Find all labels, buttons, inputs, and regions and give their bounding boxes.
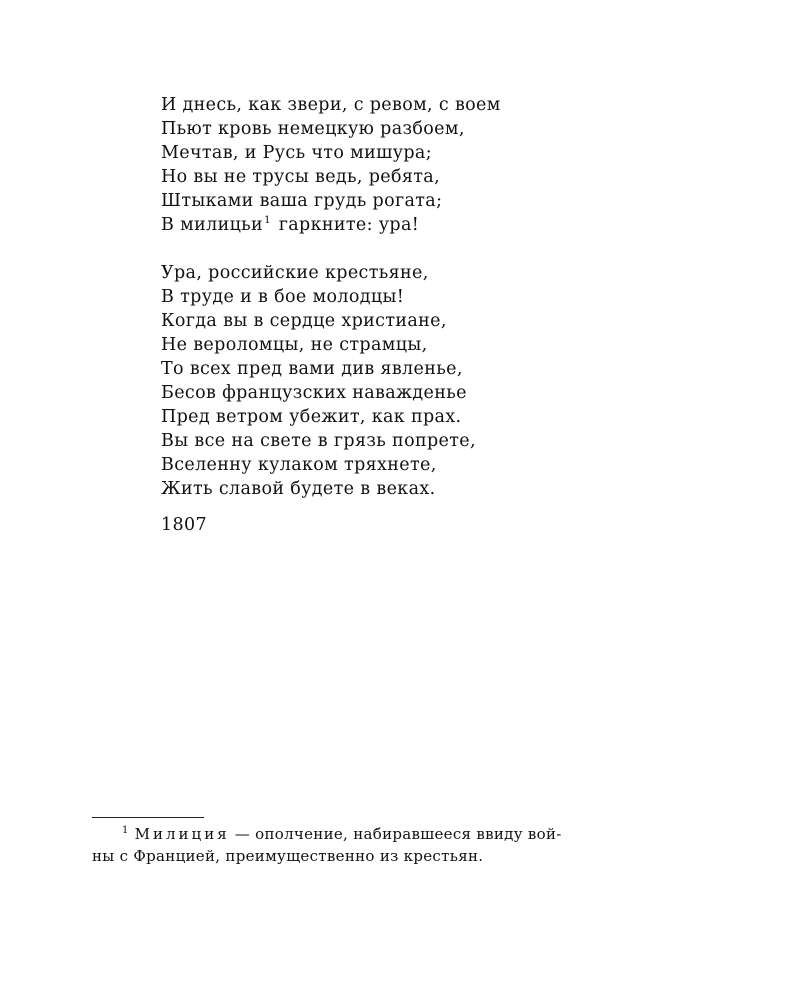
- footnote-text: — ополчение, набиравшееся ввиду вой-: [229, 825, 562, 843]
- poem: [161, 93, 721, 537]
- poem-line-with-footnote: [161, 213, 721, 237]
- footnote-line: [92, 823, 692, 845]
- poem-line: Вселенну кулаком тряхнете,: [161, 455, 437, 475]
- poem-line: В труде и в бое молодцы!: [161, 287, 405, 307]
- poem-line: Пьют кровь немецкую разбоем,: [161, 119, 465, 139]
- poem-line-text: В милицьи: [161, 215, 264, 235]
- poem-line: Не вероломцы, не страмцы,: [161, 335, 428, 355]
- poem-line: То всех пред вами див явленье,: [161, 359, 463, 379]
- poem-year: 1807: [161, 515, 207, 535]
- footnote-reference[interactable]: 1: [264, 215, 271, 227]
- poem-line: И днесь, как звери, с ревом, с воем: [161, 95, 501, 115]
- footnote-line: ны с Францией, преимущественно из крестьян.: [92, 847, 484, 865]
- footnote-number: 1: [122, 825, 129, 836]
- footnote-term: Милиция: [134, 825, 230, 843]
- poem-line: Бесов французских наважденье: [161, 383, 467, 403]
- footnote-divider: [92, 817, 204, 818]
- stanza-2: [161, 261, 721, 501]
- poem-line: Но вы не трусы ведь, ребята,: [161, 167, 441, 187]
- poem-line: Вы все на свете в грязь попрете,: [161, 431, 476, 451]
- poem-line: Штыками ваша грудь рогата;: [161, 191, 443, 211]
- stanza-1: [161, 93, 721, 237]
- poem-line: Пред ветром убежит, как прах.: [161, 407, 462, 427]
- poem-line: Мечтав, и Русь что мишура;: [161, 143, 432, 163]
- poem-line: Ура, российские крестьяне,: [161, 263, 429, 283]
- poem-line: Жить славой будете в веках.: [161, 479, 436, 499]
- poem-line-text: гаркните: ура!: [272, 215, 420, 235]
- poem-line: Когда вы в сердце христиане,: [161, 311, 447, 331]
- footnote: [92, 823, 692, 867]
